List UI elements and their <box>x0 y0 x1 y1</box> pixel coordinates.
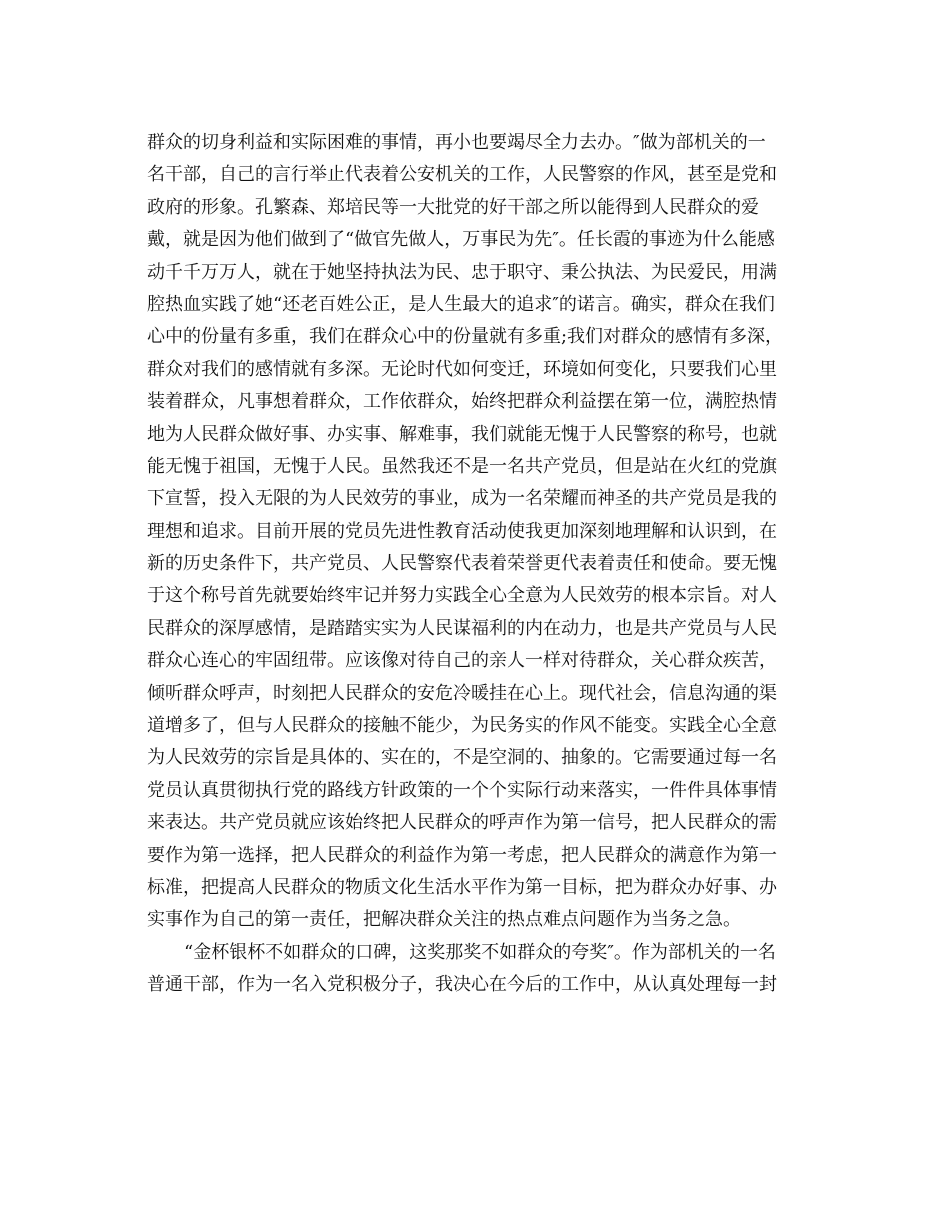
text-line: 动千千万万人，就在于她坚持执法为民、忠于职守、秉公执法、为民爱民，用满 <box>147 261 777 283</box>
text-line: 政府的形象。孔繁森、郑培民等一大批党的好干部之所以能得到人民群众的爱 <box>147 196 759 218</box>
body-text <box>147 127 807 1002</box>
text-line: 能无愧于祖国，无愧于人民。虽然我还不是一名共产党员，但是站在火红的党旗 <box>147 455 777 477</box>
text-line: 理想和追求。目前开展的党员先进性教育活动使我更加深刻地理解和认识到，在 <box>147 520 777 542</box>
text-line: 群众心连心的牢固纽带。应该像对待自己的亲人一样对待群众，关心群众疾苦， <box>147 650 777 672</box>
text-line: 实事作为自己的第一责任，把解决群众关注的热点难点问题作为当务之急。 <box>147 909 741 931</box>
text-line: 民群众的深厚感情，是踏踏实实为人民谋福利的内在动力，也是共产党员与人民 <box>147 617 777 639</box>
text-line: 为人民效劳的宗旨是具体的、实在的，不是空洞的、抽象的。它需要通过每一名 <box>147 747 777 769</box>
text-line: 地为人民群众做好事、办实事、解难事，我们就能无愧于人民警察的称号，也就 <box>147 423 777 445</box>
text-line: 普通干部，作为一名入党积极分子，我决心在今后的工作中，从认真处理每一封 <box>147 974 777 996</box>
text-line: 党员认真贯彻执行党的路线方针政策的一个个实际行动来落实，一件件具体事情 <box>147 779 777 801</box>
text-line: 于这个称号首先就要始终牢记并努力实践全心全意为人民效劳的根本宗旨。对人 <box>147 585 777 607</box>
text-line: 群众的切身利益和实际困难的事情，再小也要竭尽全力去办。″做为部机关的一 <box>147 132 766 153</box>
paragraph-start-line: “金杯银杯不如群众的口碑，这奖那奖不如群众的夸奖″。作为部机关的一名 <box>184 941 776 963</box>
text-line: 倾听群众呼声，时刻把人民群众的安危冷暖挂在心上。现代社会，信息沟通的渠 <box>147 682 777 704</box>
text-line: 道增多了，但与人民群众的接触不能少，为民务实的作风不能变。实践全心全意 <box>147 715 777 737</box>
text-line: 装着群众，凡事想着群众，工作依群众，始终把群众利益摆在第一位，满腔热情 <box>147 391 777 413</box>
text-line: 名干部，自己的言行举止代表着公安机关的工作，人民警察的作风，甚至是党和 <box>147 164 777 186</box>
text-line: 戴，就是因为他们做到了“做官先做人，万事民为先″。任长霞的事迹为什么能感 <box>147 229 775 251</box>
text-line: 新的历史条件下，共产党员、人民警察代表着荣誉更代表着责任和使命。要无愧 <box>147 553 777 575</box>
text-line: 来表达。共产党员就应该始终把人民群众的呼声作为第一信号，把人民群众的需 <box>147 812 777 834</box>
text-line: 下宣誓，投入无限的为人民效劳的事业，成为一名荣耀而神圣的共产党员是我的 <box>147 488 777 510</box>
text-line: 心中的份量有多重，我们在群众心中的份量就有多重;我们对群众的感情有多深， <box>147 326 784 348</box>
text-line: 腔热血实践了她“还老百姓公正，是人生最大的追求″的诺言。确实，群众在我们 <box>147 293 775 315</box>
text-line: 要作为第一选择，把人民群众的利益作为第一考虑，把人民群众的满意作为第一 <box>147 844 777 866</box>
text-line: 群众对我们的感情就有多深。无论时代如何变迁，环境如何变化，只要我们心里 <box>147 358 777 380</box>
text-line: 标准，把提高人民群众的物质文化生活水平作为第一目标，把为群众办好事、办 <box>147 876 777 898</box>
